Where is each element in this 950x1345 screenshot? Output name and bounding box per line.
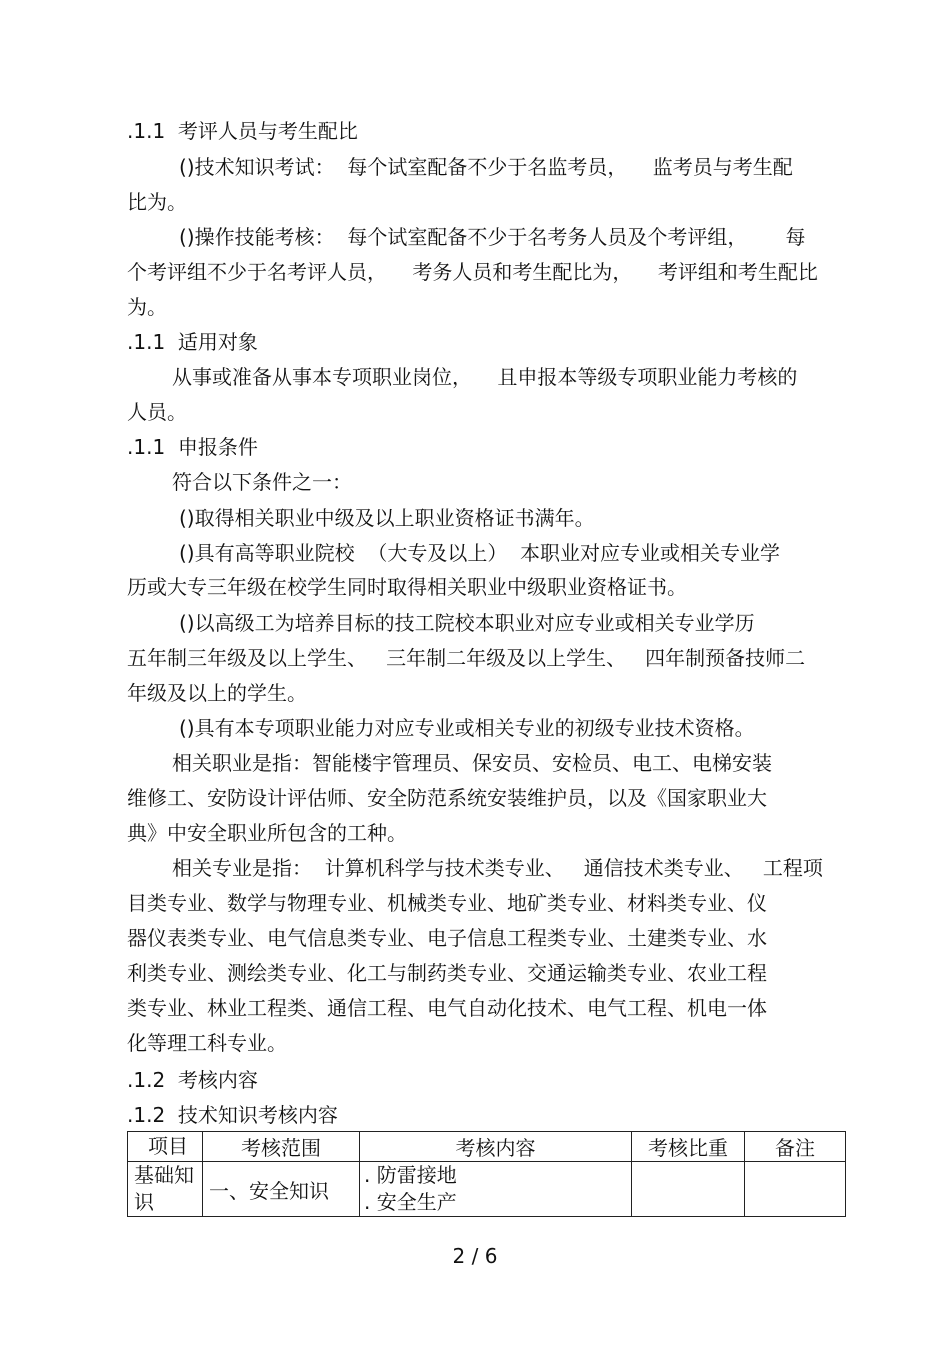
section-heading-assessment-content: .1.2 考核内容 <box>127 1068 258 1092</box>
paragraph-line: 利类专业、测绘类专业、化工与制药类专业、交通运输类专业、农业工程 <box>127 961 767 985</box>
column-header-content: 考核内容 <box>360 1132 632 1162</box>
paragraph-line: ()具有本专项职业能力对应专业或相关专业的初级专业技术资格。 <box>179 716 755 740</box>
paragraph-line: 年级及以上的学生。 <box>127 681 307 705</box>
content-item: . 安全生产 <box>364 1190 457 1214</box>
page-number: 2 / 6 <box>452 1244 498 1268</box>
paragraph-line: 目类专业、数学与物理专业、机械类专业、地矿类专业、材料类专业、仪 <box>127 891 767 915</box>
paragraph-line: 相关专业是指： 计算机科学与技术类专业、 通信技术类专业、 工程项 <box>172 856 823 880</box>
content-item: . 防雷接地 <box>364 1163 457 1187</box>
paragraph-line: 为。 <box>127 295 167 319</box>
cell-project: 基础知识 <box>128 1162 203 1217</box>
cell-scope-text: 一、安全知识 <box>209 1178 329 1203</box>
paragraph-line: ()具有高等职业院校 （大专及以上） 本职业对应专业或相关专业学 <box>179 541 781 565</box>
paragraph-line: ()取得相关职业中级及以上职业资格证书满年。 <box>179 506 595 530</box>
column-header-note: 备注 <box>745 1132 846 1162</box>
section-heading-application-conditions: .1.1 申报条件 <box>127 435 258 459</box>
column-header-scope: 考核范围 <box>203 1132 360 1162</box>
paragraph-line: 五年制三年级及以上学生、 三年制二年级及以上学生、 四年制预备技师二 <box>127 646 806 670</box>
table-row <box>128 1162 846 1217</box>
paragraph-line: ()技术知识考试： 每个试室配备不少于名监考员， 监考员与考生配 <box>179 155 793 179</box>
section-heading-technical-knowledge: .1.2 技术知识考核内容 <box>127 1103 338 1127</box>
cell-note <box>745 1162 846 1217</box>
section-heading-examiner-ratio: .1.1 考评人员与考生配比 <box>127 119 358 143</box>
column-header-project: 项目 <box>128 1132 203 1162</box>
paragraph-line: 历或大专三年级在校学生同时取得相关职业中级职业资格证书。 <box>127 575 687 599</box>
section-heading-applicable-objects: .1.1 适用对象 <box>127 330 258 354</box>
column-header-weight: 考核比重 <box>632 1132 745 1162</box>
paragraph-line: 比为。 <box>127 190 187 214</box>
paragraph-line: 从事或准备从事本专项职业岗位， 且申报本等级专项职业能力考核的 <box>172 365 798 389</box>
paragraph-line: 器仪表类专业、电气信息类专业、电子信息工程类专业、土建类专业、水 <box>127 926 767 950</box>
paragraph-line: ()以高级工为培养目标的技工院校本职业对应专业或相关专业学历 <box>179 611 755 635</box>
paragraph-line: 个考评组不少于名考评人员， 考务人员和考生配比为， 考评组和考生配比 <box>127 260 818 284</box>
table-header-row <box>128 1132 846 1162</box>
cell-weight <box>632 1162 745 1217</box>
paragraph-line: 典》中安全职业所包含的工种。 <box>127 821 407 845</box>
cell-content <box>360 1162 632 1217</box>
paragraph-line: ()操作技能考核： 每个试室配备不少于名考务人员及个考评组， 每 <box>179 225 806 249</box>
paragraph-line: 维修工、安防设计评估师、安全防范系统安装维护员，以及《国家职业大 <box>127 786 767 810</box>
paragraph-line: 符合以下条件之一： <box>172 470 352 494</box>
cell-scope <box>203 1162 360 1217</box>
assessment-table <box>127 1131 846 1217</box>
paragraph-line: 化等理工科专业。 <box>127 1031 287 1055</box>
paragraph-line: 人员。 <box>127 400 187 424</box>
paragraph-line: 相关职业是指：智能楼宇管理员、保安员、安检员、电工、电梯安装 <box>172 751 772 775</box>
paragraph-line: 类专业、林业工程类、通信工程、电气自动化技术、电气工程、机电一体 <box>127 996 767 1020</box>
